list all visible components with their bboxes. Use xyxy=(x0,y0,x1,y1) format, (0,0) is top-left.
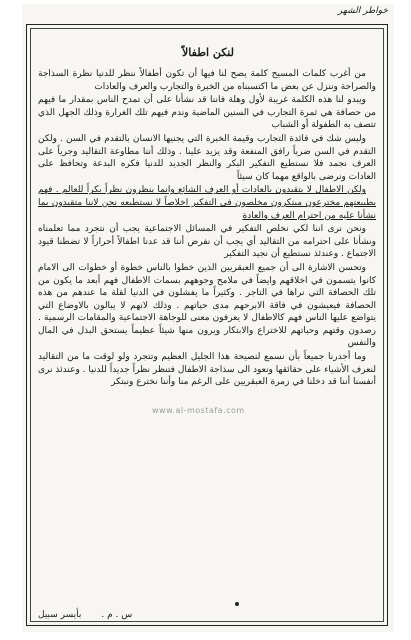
paragraph-4-text: ولكن الاطفال لا يتقيدون بالعادات أو العرف الشائع وانما ينظرون نظراً بكراً للعالم . فهم بطبيعتهم مخترعون مبتكرون مخلصون في التفكير اخلاصاً لا نستطيعه نحن لاننا متقيدون بما نشأنا عليه من احترام العرف والعادة xyxy=(38,185,376,221)
article-title: لنكن اطفالاً xyxy=(182,46,234,59)
signature-author: بأيسر سبيل xyxy=(38,610,82,620)
paragraph-3: وليس شك في فائدة التجارب وقيمة الخبرة التي يجنيها الانسان بالتقدم في السن . ولكن التقدم في السن ضرباً رافق المنفعة وقد يزيد علينا . وذلك أننا مطاوعة التقاليد وجرياً على العرف نجمد فلا نستطيع التفكير البكر والنظر الجديد للدنيا فكره البدعة وتحافظ على العادات ونرضى بالواقع مهما كان سيئاً xyxy=(38,133,376,182)
scanned-page xyxy=(22,4,394,632)
article-body xyxy=(38,68,376,390)
watermark-text: www.al-mostafa.com xyxy=(152,406,245,415)
paragraph-4 xyxy=(38,184,376,222)
paragraph-2: ويبدو لنا هذه الكلمة غريبة لأول وهلة فاننا قد نشأنا على أن تمدح الناس بمقدار ما فيهم من حصافة هي ثمرة التجارب في السنين الماضية وندم فيهم تلك الغرارة وذلك الجهل الذي تتصف به الطفولة أو الشباب xyxy=(38,95,376,131)
paragraph-7: وما أجدرنا جميعاً بأن نسمع لنصيحة هذا الجليل العظيم وتتجرد ولو لوقت ما من التقاليد لنعرف الأشياء على حقائقها ونعود الى سذاجة الاطفال فتنظر نظراً جديداً للدنيا . وعندئذ نرى أنفسنا أننا قد دخلنا في زمرة العبقريين على الرغم منا وأننا نخترع ونبتكر xyxy=(38,352,376,388)
running-header: خواطر الشهر xyxy=(337,6,388,16)
ink-dot xyxy=(235,602,239,606)
signature-initials: س . م . xyxy=(101,610,133,620)
paragraph-1: من أغرب كلمات المسيح كلمة يصح لنا فيها أن تكون أطفالاً ننظر للدنيا نظرة السذاجة والصراحة وننزل عن بعض ما اكتسبناه من الخبرة والتجارب والعرف والعادات xyxy=(38,69,376,92)
paragraph-5: ونحن نرى اننا لكي نخلص التفكير في المسائل الاجتماعية يجب أن نتجرد مما تعلمناه ونشأنا على احترامه من التقاليد أي يجب أن نفرض أننا قد عدنا اطفالاً أحراراً لا تضطنا قيود الاجتماع . وعندئذ نستطيع أن نجيد التفكير xyxy=(38,224,376,260)
paragraph-6: وتحسن الاشارة الى أن جميع العبقريين الذين خطوا بالناس خطوة أو خطوات الى الامام كانوا يتسمون في اخلاقهم وايضاً في ملامح وجوههم بسمات الاطفال فهم أبعد ما يكون من تلك الحصافة التي نراها في التاجر . وكثيراً ما يفشلون في الدنيا لقلة ما عندهم من هذه الحصافة فيعيشون في فاقة الابرحهم مدى حياتهم . وذلك لانهم لا يبالون بالاوضاع التي يتواضع عليها الناس فهم كالاطفال لا يعرفون معنى للوجاهة الاجتماعية والمقامات الرسمية . رصدون وقتهم وحياتهم للاختراع والابتكار ويرون منها شيئاً عظيماً يستحق البذل في المال والنفس xyxy=(38,262,376,349)
article-signature xyxy=(38,610,376,620)
